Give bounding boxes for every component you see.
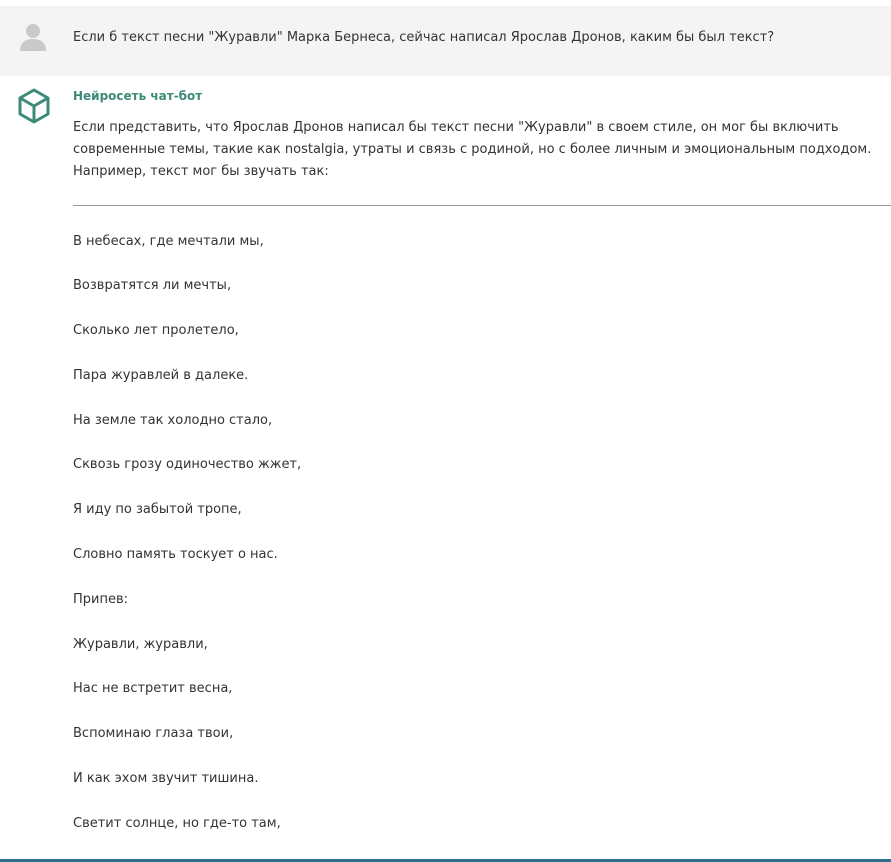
cube-icon — [18, 88, 50, 124]
lyric-line: Вспоминаю глаза твои, — [73, 726, 234, 741]
lyric-line: В небесах, где мечтали мы, — [73, 234, 264, 249]
lyric-line: Я иду по забытой тропе, — [73, 502, 242, 517]
lyric-line: Возвратятся ли мечты, — [73, 278, 232, 293]
lyric-line: Журавли, журавли, — [73, 637, 208, 652]
bot-message — [0, 76, 891, 862]
divider — [73, 205, 891, 206]
lyric-line: На земле так холодно стало, — [73, 413, 273, 428]
lyric-line: Припев: — [73, 592, 129, 607]
user-message-text: Если б текст песни "Журавли" Марка Бернеса, сейчас написал Ярослав Дронов, каким бы был текст? — [73, 30, 775, 45]
user-silhouette-icon — [19, 22, 47, 52]
bot-intro-text: Если представить, что Ярослав Дронов написал бы текст песни "Журавли" в своем стиле, он мог бы включить современные темы, такие как nostalgia, утраты и связь с родиной, но с более личным и эмоциональным подходом. Например, текст мог бы звучать так: — [73, 120, 872, 179]
lyric-line: Нас не встретит весна, — [73, 681, 233, 696]
user-message — [0, 6, 891, 76]
lyric-line: Словно память тоскует о нас. — [73, 547, 278, 562]
lyric-line: И как эхом звучит тишина. — [73, 771, 259, 786]
bot-name: Нейросеть чат-бот — [73, 89, 203, 103]
lyric-line: Сколько лет пролетело, — [73, 323, 239, 338]
lyric-line: Пара журавлей в далеке. — [73, 368, 249, 383]
lyric-line: Светит солнце, но где-то там, — [73, 816, 281, 831]
lyric-line: Сквозь грозу одиночество жжет, — [73, 457, 302, 472]
